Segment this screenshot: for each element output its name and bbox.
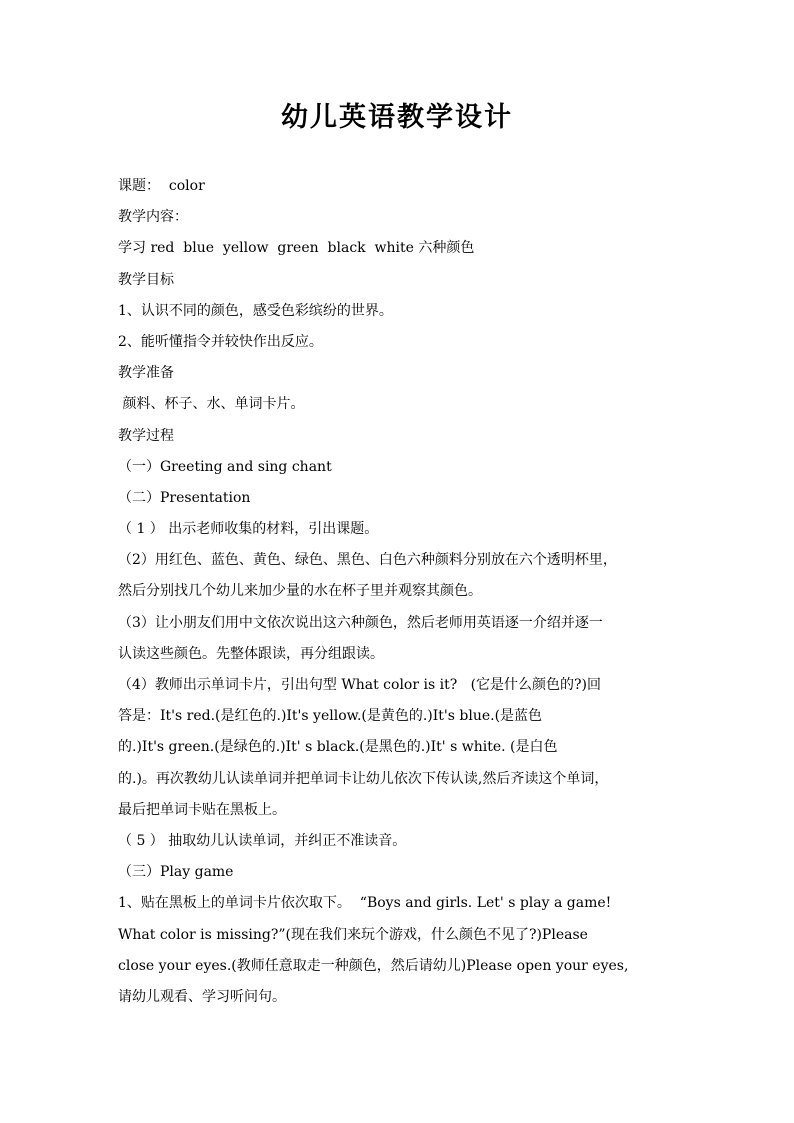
- topic-line: 课题： color: [118, 178, 205, 194]
- step-one-heading: （一）Greeting and sing chant: [118, 458, 332, 475]
- content-heading: 教学内容：: [118, 209, 188, 226]
- paragraph-line: 最后把单词卡贴在黑板上。: [118, 801, 286, 818]
- paragraph-line: （4）教师出示单词卡片，引出句型 What color is it? (它是什么颜色的?)回: [118, 677, 602, 693]
- paragraph-line: What color is missing?”(现在我们来玩个游戏，什么颜色不见了?)Please: [118, 926, 588, 943]
- paragraph-line: 请幼儿观看、学习听问句。: [118, 988, 286, 1005]
- paragraph-line: 的.)It's green.(是绿色的.)It' s black.(是黑色的.)It' s white. (是白色: [118, 739, 558, 756]
- step-two-heading: （二）Presentation: [118, 489, 251, 506]
- content-line: 学习 red blue yellow green black white 六种颜色: [118, 240, 475, 257]
- document-title: 幼儿英语教学设计: [281, 102, 513, 133]
- document-body: [118, 171, 698, 1013]
- paragraph-line: （3）让小朋友们用中文依次说出这六种颜色，然后老师用英语逐一介绍并逐一: [118, 614, 603, 631]
- paragraph-line: close your eyes.(教师任意取走一种颜色，然后请幼儿)Please open your eyes,: [118, 957, 629, 974]
- preparation-heading: 教学准备: [118, 365, 174, 382]
- preparation-line: 颜料、杯子、水、单词卡片。: [118, 396, 305, 413]
- objective-item-1: 1、认识不同的颜色，感受色彩缤纷的世界。: [118, 302, 393, 319]
- paragraph-line: （ 5 ） 抽取幼儿认读单词，并纠正不准读音。: [118, 832, 407, 849]
- process-heading: 教学过程: [118, 427, 174, 444]
- paragraph-line: 然后分别找几个幼儿来加少量的水在杯子里并观察其颜色。: [118, 583, 482, 600]
- paragraph-line: （2）用红色、蓝色、黄色、绿色、黑色、白色六种颜料分别放在六个透明杯里，: [118, 552, 617, 569]
- paragraph-line: 认读这些颜色。先整体跟读，再分组跟读。: [118, 645, 384, 662]
- objective-item-2: 2、能听懂指令并较快作出反应。: [118, 333, 323, 350]
- objectives-heading: 教学目标: [118, 271, 174, 288]
- paragraph-line: 的.)。再次教幼儿认读单词并把单词卡让幼儿依次下传认读,然后齐读这个单词，: [118, 770, 609, 787]
- paragraph-line: 答是：It's red.(是红色的.)It's yellow.(是黄色的.)It's blue.(是蓝色: [118, 708, 543, 725]
- paragraph-line: （ 1 ） 出示老师收集的材料，引出课题。: [118, 521, 379, 538]
- paragraph-line: 1、贴在黑板上的单词卡片依次取下。 “Boys and girls. Let' s play a game!: [118, 895, 612, 912]
- step-three-heading: （三）Play game: [118, 864, 234, 881]
